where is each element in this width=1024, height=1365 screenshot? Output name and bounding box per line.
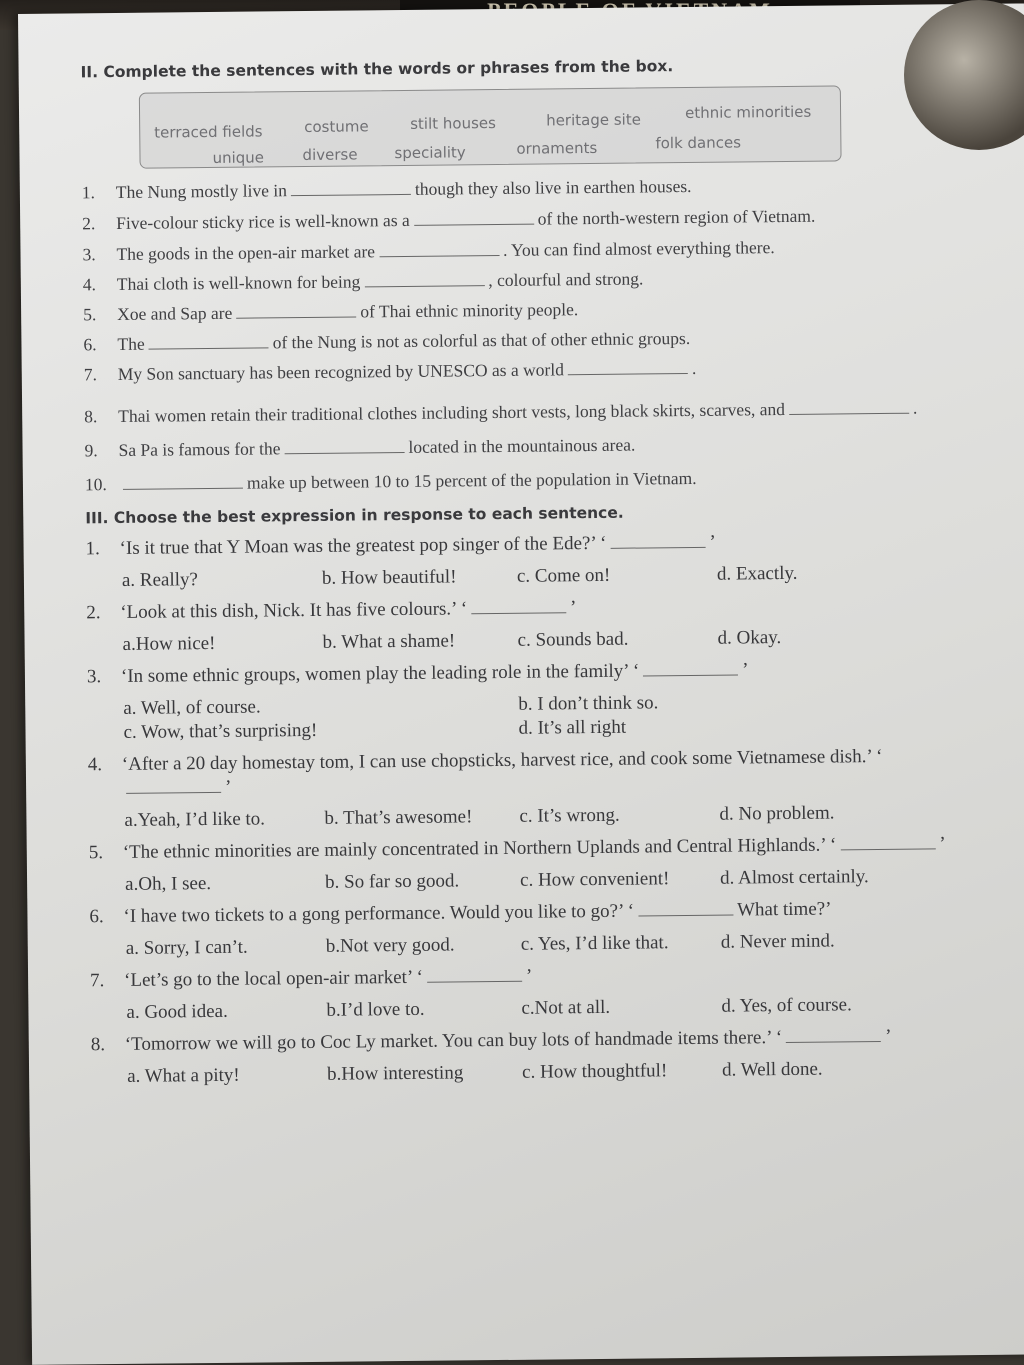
section-2-title: II. Complete the sentences with the words or phrases from the box. — [80, 57, 674, 82]
answer-option: a.Yeah, I’d like to. — [124, 808, 266, 831]
answer-option: c. Yes, I’d like that. — [520, 932, 669, 955]
answer-option: b.Not very good. — [325, 934, 455, 957]
item-after: of the north-western region of Vietnam. — [537, 205, 816, 229]
word-item: stilt houses — [410, 114, 496, 133]
question-row — [91, 1024, 981, 1057]
word-item: costume — [304, 117, 369, 137]
question-row — [89, 896, 979, 929]
item-number: 8. — [84, 406, 98, 427]
item-text — [116, 175, 692, 203]
answer-option: b.How interesting — [327, 1062, 464, 1085]
question-number: 6. — [89, 906, 104, 928]
question-row — [88, 744, 978, 801]
question-block — [85, 528, 976, 593]
word-item: folk dances — [655, 133, 742, 153]
exercise-item — [82, 172, 972, 203]
answer-blank — [643, 659, 738, 676]
exercise-item — [83, 324, 973, 355]
answer-option: d. Yes, of course. — [721, 994, 852, 1017]
exercise-item — [84, 396, 974, 427]
answer-option: a. Sorry, I can’t. — [125, 936, 248, 959]
question-prompt: ‘The ethnic minorities are mainly concentrated in Northern Uplands and Central Highlands.’ ‘ — [122, 834, 837, 863]
question-tail: ’ — [709, 531, 716, 553]
question-block — [90, 960, 981, 1025]
answer-option: a.How nice! — [122, 632, 216, 655]
question-text — [119, 531, 715, 561]
answer-option: d. No problem. — [719, 802, 835, 825]
item-text — [117, 298, 578, 325]
word-item: heritage site — [546, 110, 641, 130]
question-row — [87, 656, 977, 689]
answer-option: c. Come on! — [516, 564, 611, 587]
question-row — [86, 592, 976, 625]
item-after: make up between 10 to 15 percent of the population in Vietnam. — [246, 467, 697, 493]
item-after: . — [691, 357, 697, 378]
section-2-items — [82, 172, 975, 495]
question-number: 4. — [87, 754, 103, 776]
item-number: 9. — [84, 440, 98, 461]
item-number: 4. — [82, 274, 97, 295]
question-tail: ’ — [569, 597, 577, 619]
question-prompt: ‘Is it true that Y Moan was the greatest pop singer of the Ede?’ ‘ — [119, 532, 607, 559]
answer-blank — [126, 777, 221, 794]
answer-blank — [786, 1026, 881, 1043]
answer-option: d. Never mind. — [720, 930, 835, 953]
exercise-item — [82, 234, 972, 265]
item-number: 2. — [82, 213, 96, 234]
item-text — [117, 267, 644, 295]
answer-blank — [291, 179, 411, 196]
question-prompt: ‘Look at this dish, Nick. It has five colours.’ ‘ — [120, 598, 468, 623]
item-text — [118, 434, 635, 461]
answer-option: a. Really? — [121, 569, 199, 591]
answer-option: d. Well done. — [721, 1058, 823, 1081]
word-item: ornaments — [516, 138, 598, 158]
answer-option: b. So far so good. — [324, 870, 460, 893]
answer-option: b.I’d love to. — [326, 998, 425, 1021]
item-before: My Son sanctuary has been recognized by UNESCO as a world — [117, 359, 565, 384]
answer-blank — [638, 900, 733, 917]
question-prompt: ‘After a 20 day homestay tom, I can use chopsticks, harvest rice, and cook some Vietnamese dish.’ ‘ — [121, 745, 883, 775]
item-number: 6. — [83, 334, 97, 355]
question-tail: ’ — [742, 659, 749, 681]
word-item: terraced fields — [154, 122, 263, 142]
answer-blank — [379, 240, 499, 257]
question-number: 2. — [86, 602, 101, 624]
question-number: 3. — [86, 666, 102, 688]
question-tail: What time?’ — [736, 898, 832, 921]
word-item: diverse — [302, 145, 358, 165]
question-block — [89, 896, 980, 961]
answer-options — [124, 800, 978, 833]
question-block — [86, 592, 977, 657]
answer-option: b. I don’t think so. — [518, 692, 659, 715]
worksheet-content — [81, 54, 982, 1089]
item-before: Xoe and Sap are — [117, 302, 233, 324]
question-prompt: ‘In some ethnic groups, women play the leading role in the family’ ‘ — [120, 660, 640, 687]
answer-blank — [840, 833, 935, 850]
question-block — [91, 1024, 982, 1089]
item-after: located in the mountainous area. — [408, 434, 636, 457]
section-3-questions — [85, 528, 981, 1089]
answer-option: d. Okay. — [717, 627, 782, 649]
answer-options — [126, 928, 980, 961]
answer-option: d. Almost certainly. — [719, 866, 869, 889]
question-text — [120, 596, 576, 625]
answer-blank — [236, 301, 356, 318]
item-text — [116, 236, 774, 265]
item-number: 7. — [83, 364, 98, 385]
word-item: ethnic minorities — [684, 102, 812, 123]
answer-options — [125, 864, 979, 897]
answer-option: a. Well, of course. — [123, 696, 261, 719]
answer-option: c. How convenient! — [519, 868, 670, 891]
question-text — [123, 898, 831, 929]
exercise-item — [83, 264, 973, 295]
question-row — [89, 832, 979, 865]
question-prompt: ‘Tomorrow we will go to Coc Ly market. You can buy lots of handmade items there.’ ‘ — [124, 1027, 783, 1055]
answer-option: c. Sounds bad. — [517, 628, 629, 651]
answer-blank — [471, 597, 566, 614]
question-row — [85, 528, 975, 561]
item-before: Thai women retain their traditional clothes including short vests, long black skirts, scarves, and — [118, 398, 786, 426]
question-number: 5. — [88, 842, 104, 864]
answer-option: a.Oh, I see. — [125, 873, 212, 895]
item-number: 5. — [83, 304, 97, 325]
item-text — [119, 467, 697, 495]
question-number: 1. — [85, 538, 100, 560]
question-tail: ’ — [885, 1025, 892, 1047]
item-after: though they also live in earthen houses. — [414, 175, 692, 199]
item-number: 10. — [84, 474, 107, 495]
answer-option: c. How thoughtful! — [521, 1060, 668, 1083]
answer-blank — [284, 437, 404, 454]
word-item: speciality — [394, 143, 466, 163]
answer-option: c.Not at all. — [521, 996, 611, 1019]
item-before: Five-colour sticky rice is well-known as a — [116, 209, 410, 233]
question-text — [122, 744, 978, 801]
question-number: 7. — [90, 970, 105, 992]
question-prompt: ‘I have two tickets to a gong performance. Would you like to go?’ ‘ — [123, 900, 635, 927]
exercise-item — [84, 430, 974, 461]
answer-blank — [568, 358, 688, 375]
item-text — [118, 357, 697, 385]
item-after: of Thai ethnic minority people. — [360, 299, 579, 322]
question-text — [121, 658, 749, 689]
item-before: Thai cloth is well-known for being — [116, 271, 361, 294]
question-block — [87, 656, 978, 745]
question-text — [125, 1025, 892, 1057]
answer-blank — [427, 966, 522, 983]
item-number: 3. — [82, 244, 96, 265]
item-text — [117, 327, 690, 355]
exercise-item — [84, 354, 974, 385]
answer-option: c. It’s wrong. — [519, 804, 620, 827]
answer-option: c. Wow, that’s surprising! — [123, 719, 318, 743]
item-before: The goods in the open-air market are — [116, 241, 376, 264]
item-before: Sa Pa is famous for the — [118, 438, 281, 460]
worksheet-page — [18, 3, 1024, 1364]
answer-blank — [610, 532, 705, 549]
item-after: , colourful and strong. — [488, 268, 644, 291]
answer-options — [127, 1056, 981, 1089]
word-box — [139, 85, 842, 168]
question-row — [90, 960, 980, 993]
answer-option: d. It’s all right — [518, 716, 627, 739]
item-text — [116, 205, 815, 234]
question-block — [89, 832, 980, 897]
section-3-title: III. Choose the best expression in response to each sentence. — [85, 503, 624, 528]
answer-options — [122, 624, 976, 657]
answer-blank — [414, 209, 534, 226]
item-after: . — [912, 397, 918, 418]
answer-blank — [123, 473, 243, 490]
answer-option: a. Good idea. — [126, 1000, 228, 1023]
item-before: The Nung mostly live in — [115, 180, 288, 202]
question-number: 8. — [90, 1034, 106, 1056]
answer-option: b. That’s awesome! — [324, 806, 473, 829]
question-tail: ’ — [939, 833, 946, 855]
answer-blank — [364, 270, 484, 287]
exercise-item — [82, 203, 972, 234]
exercise-item — [83, 294, 973, 325]
question-tail: ’ — [225, 776, 232, 798]
question-text — [124, 965, 532, 993]
answer-option: b. How beautiful! — [321, 566, 457, 589]
question-prompt: ‘Let’s go to the local open-air market’ ‘ — [124, 966, 424, 991]
answer-blank — [789, 398, 909, 415]
answer-option: a. What a pity! — [127, 1064, 240, 1087]
question-text — [123, 832, 946, 865]
word-item: unique — [212, 148, 265, 167]
answer-option: d. Exactly. — [716, 562, 798, 585]
answer-options — [122, 560, 976, 593]
question-block — [88, 744, 979, 833]
item-after: . You can find almost everything there. — [502, 237, 775, 260]
answer-options — [123, 688, 977, 745]
item-before: The — [117, 333, 145, 354]
answer-option: b. What a shame! — [322, 630, 456, 653]
item-after: of the Nung is not as colorful as that of other ethnic groups. — [272, 327, 691, 353]
answer-options — [126, 992, 980, 1025]
item-number: 1. — [81, 182, 96, 203]
item-text — [118, 397, 917, 427]
question-tail: ’ — [525, 965, 533, 987]
exercise-item — [85, 464, 975, 495]
answer-blank — [149, 332, 269, 349]
